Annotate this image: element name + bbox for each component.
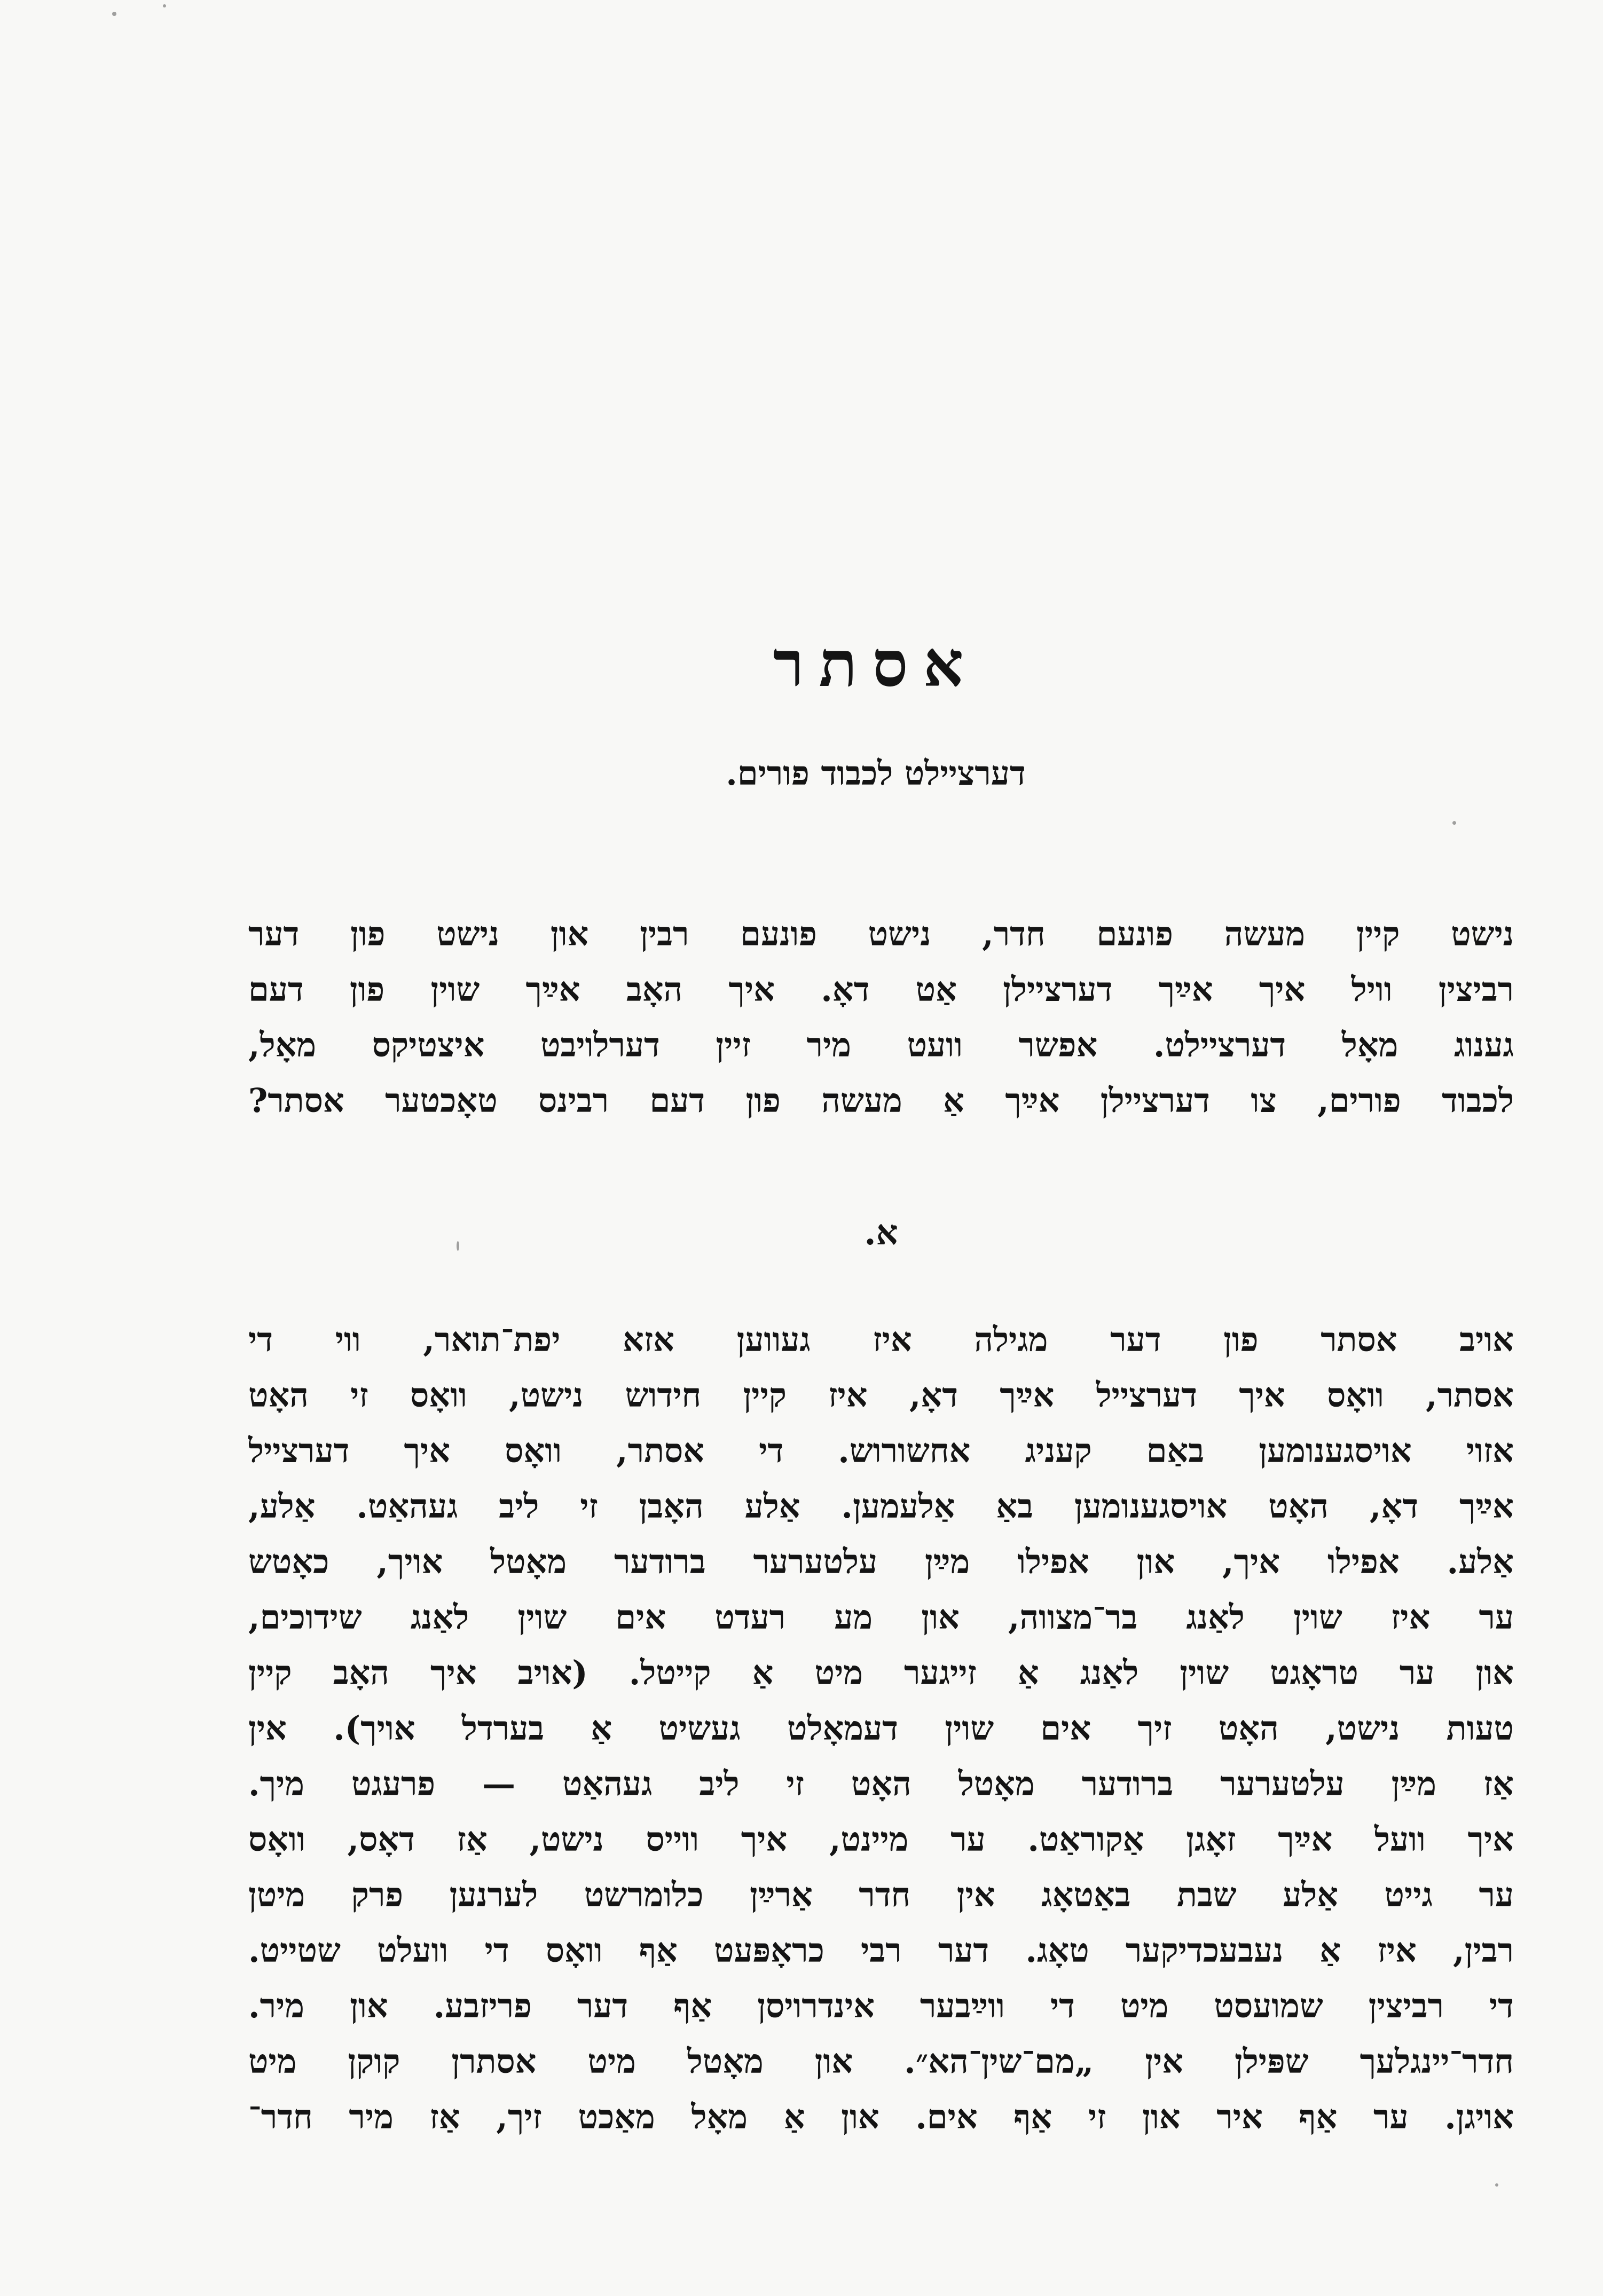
- section-number: א.: [864, 1213, 898, 1253]
- body-line: אַלע. אפילו איך, און אפילו מײַן עלטערער ברודער מאָטל אויך, כאָטש: [248, 1542, 1514, 1581]
- scan-speck: [112, 12, 116, 16]
- body-paragraph: [248, 1312, 1514, 2145]
- document-title: אסתר: [773, 627, 979, 701]
- body-line: אויגן. ער אַף איר און זי אַף אים. און אַ מאָל מאַכט זיך, אַז מיר חדר־: [248, 2097, 1514, 2136]
- intro-line: לכבוד פורים, צו דערציילן אײַך אַ מעשה פון דעם רבינס טאָכטער אסתר?: [248, 1081, 1514, 1120]
- body-line: אַז מײַן עלטערער ברודער מאָטל האָט זי ליב געהאַט — פרעגט מיך.: [248, 1764, 1514, 1803]
- intro-line: רביצין וויל איך אײַך דערציילן אַט דאָ. איך האָב אײַך שוין פון דעם: [248, 970, 1514, 1009]
- scan-speck: [163, 4, 166, 7]
- body-line: טעות נישט, האָט זיך אים שוין דעמאָלט געשיט אַ בערדל אויך). אין: [248, 1709, 1514, 1748]
- body-line: ער איז שוין לאַנג בר־מצווה, און מע רעדט אים שוין לאַנג שידוכים,: [248, 1598, 1514, 1637]
- body-line: אויב אסתר פון דער מגילה איז געווען אזא יפת־תואר, ווי די: [248, 1320, 1514, 1359]
- body-line: אזוי אויסגענומען באַם קעניג אחשורוש. די אסתר, וואָס איך דערצייל: [248, 1431, 1514, 1470]
- body-line: די רביצין שמועסט מיט די ווײַבער אינדרויסן אַף דער פריזבע. און מיר.: [248, 1986, 1514, 2025]
- body-line: ער גייט אַלע שבת באַטאָג אין חדר אַרײַן כלומרשט לערנען פרק מיטן: [248, 1875, 1514, 1914]
- intro-paragraph: [248, 906, 1514, 1129]
- body-line: און ער טראָגט שוין לאַנג אַ זייגער מיט אַ קייטל. (אויב איך האָב קיין: [248, 1653, 1514, 1692]
- intro-line: גענוג מאָל דערציילט. אפשר וועט מיר זיין דערלויבט איצטיקס מאָל,: [248, 1025, 1514, 1064]
- scan-speck: [1495, 2183, 1498, 2187]
- body-line: אסתר, וואָס איך דערצייל אײַך דאָ, איז קיין חידוש נישט, וואָס זי האָט: [248, 1376, 1514, 1415]
- body-line: אײַך דאָ, האָט אויסגענומען באַ אַלעמען. אַלע האָבן זי ליב געהאַט. אַלע,: [248, 1487, 1514, 1526]
- intro-line: נישט קיין מעשה פונעם חדר, נישט פונעם רבין און נישט פון דער: [248, 914, 1514, 953]
- document-subtitle: דערציילט לכבוד פורים.: [726, 754, 1026, 793]
- scan-speck: [457, 1241, 459, 1251]
- body-line: איך וועל אײַך זאָגן אַקוראַט. ער מיינט, איך ווייס נישט, אַז דאָס, וואָס: [248, 1820, 1514, 1859]
- scan-speck: [1452, 821, 1456, 825]
- body-line: חדר־יינגלעך שפּילן אין „מם־שין־הא״. און מאָטל מיט אסתרן קוקן מיט: [248, 2042, 1514, 2081]
- body-line: רבין, איז אַ נעבעכדיקער טאָג. דער רבי כראָפּעט אַף וואָס די וועלט שטייט.: [248, 1931, 1514, 1970]
